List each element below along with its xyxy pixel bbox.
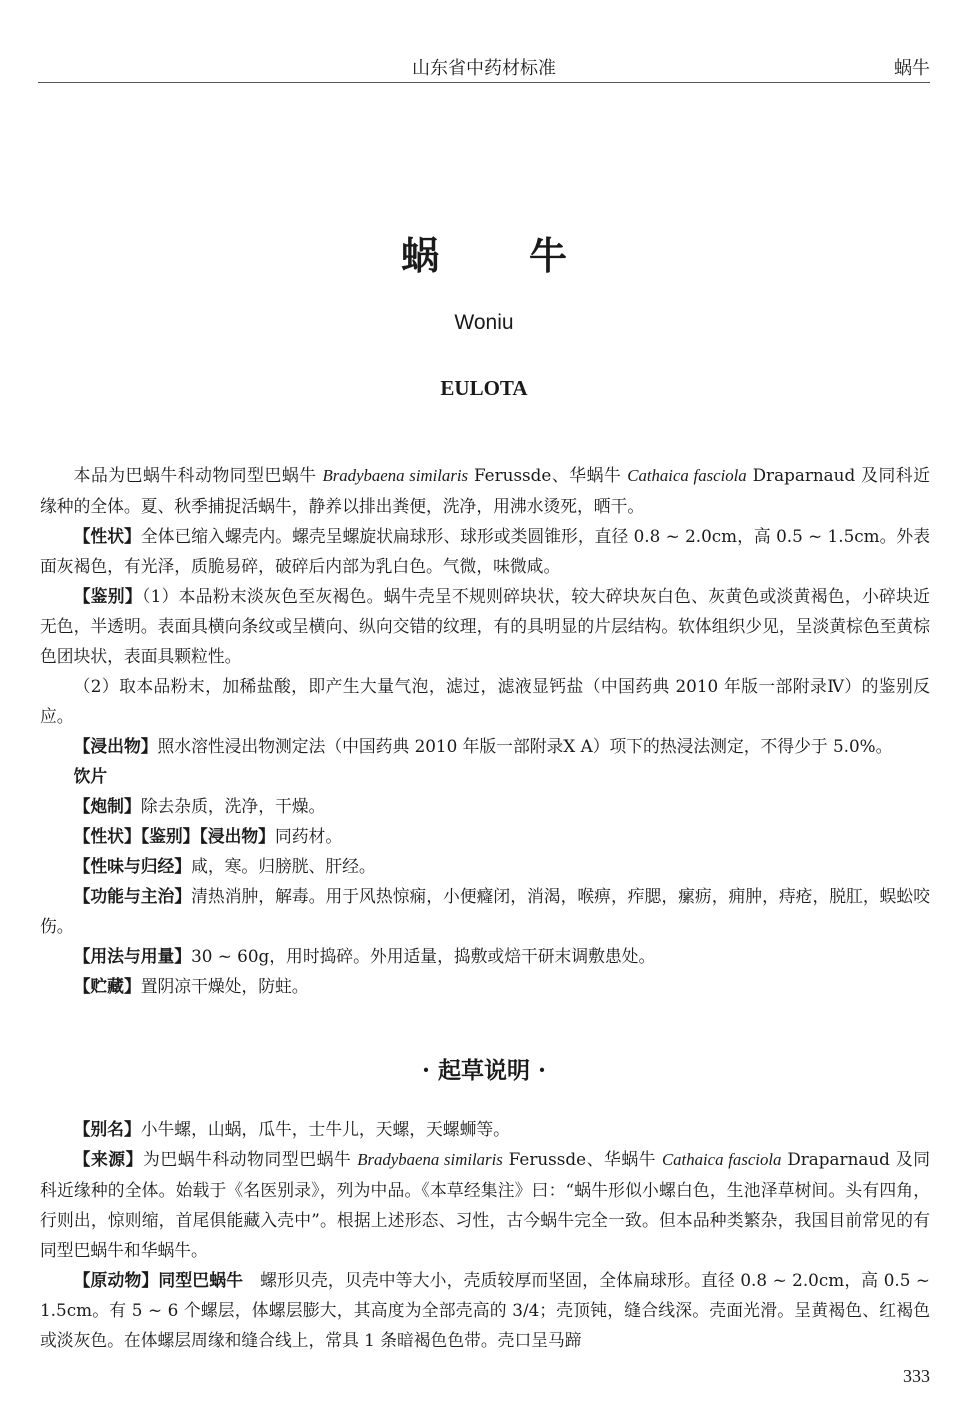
page-number: 333 [903, 1366, 930, 1386]
section-heading: 【性味与归经】 [73, 856, 192, 876]
entry-title: 蜗牛 [400, 233, 657, 278]
section-gongneng [40, 881, 930, 941]
section-yongfa [40, 941, 930, 971]
drafting-notes-body [40, 1114, 930, 1355]
section-text: 除去杂质，洗净，干燥。 [140, 796, 326, 816]
laiyuan-text-3: Draparnaud 及同科近缘种的全体。始载于《名医别录》，列为中品。《本草经集注》曰：“蜗牛形似小螺白色，生池泽草树间。头有四角，行则出，惊则缩，首尾俱能藏入壳中”。根据上述形态、习性，古今蜗牛完全一致。但本品种类繁杂，我国目前常见的有同型巴蜗牛和华蜗牛。 [40, 1149, 930, 1260]
section-heading: 【性状】【鉴别】【浸出物】 [73, 826, 275, 846]
laiyuan-text-1: 为巴蜗牛科动物同型巴蜗牛 [143, 1149, 358, 1169]
section-text: 同药材。 [274, 826, 343, 846]
section-heading: 【浸出物】 [73, 736, 158, 756]
intro-text-1: 本品为巴蜗牛科动物同型巴蜗牛 [73, 465, 323, 485]
monograph-body [40, 460, 930, 1001]
species-name-1: Bradybaena similaris [357, 1150, 503, 1169]
section-paozhi [40, 791, 930, 821]
section-heading: 【性状】 [73, 526, 141, 546]
section-heading: 【贮藏】 [73, 976, 141, 996]
entry-pinyin: Woniu [454, 311, 514, 334]
section-heading: 【鉴别】 [73, 586, 142, 606]
section-heading: 【炮制】 [73, 796, 141, 816]
entry-latin-name: EULOTA [440, 376, 528, 400]
intro-text-2: Ferussde、华蜗牛 [468, 465, 628, 485]
header-book-title: 山东省中药材标准 [412, 58, 556, 79]
section-text: 30 ~ 60g，用时捣碎。外用适量，捣敷或焙干研末调敷患处。 [191, 946, 656, 966]
subheading-yinpian: 饮片 [73, 766, 108, 786]
section-xingwei [40, 851, 930, 881]
drafting-notes-title: · 起草说明 · [421, 1057, 547, 1084]
section-yuandongwu [40, 1265, 930, 1355]
section-heading: 【来源】 [73, 1149, 144, 1169]
section-text: 置阴凉干燥处，防蛀。 [140, 976, 309, 996]
section-heading: 【功能与主治】 [73, 886, 192, 906]
section-tongyaocai [40, 821, 930, 851]
section-heading: 【原动物】同型巴蜗牛 [73, 1270, 244, 1290]
section-heading: 【用法与用量】 [73, 946, 192, 966]
species-name-2: Cathaica fasciola [627, 466, 747, 485]
section-text: 清热消肿，解毒。用于风热惊痫，小便癃闭，消渴，喉痹，痄腮，瘰疬，痈肿，痔疮，脱肛，蜈蚣咬伤。 [40, 886, 930, 936]
section-text: 螺形贝壳，贝壳中等大小，壳质较厚而坚固，全体扁球形。直径 0.8 ~ 2.0cm，高 0.5 ~ 1.5cm。有 5 ~ 6 个螺层，体螺层膨大，其高度为全部壳高的 3/4；壳顶钝，缝合线深。壳面光滑。呈黄褐色、红褐色或淡灰色。在体螺层周缘和缝合线上，常具 1 条暗褐色色带。壳口呈马蹄 [40, 1270, 930, 1350]
section-heading: 【别名】 [73, 1119, 141, 1139]
header-entry-name: 蜗牛 [894, 58, 930, 79]
species-name-2: Cathaica fasciola [661, 1150, 782, 1169]
section-jianbie-2: （2）取本品粉末，加稀盐酸，即产生大量气泡，滤过，滤液显钙盐（中国药典 2010 年版一部附录Ⅳ）的鉴别反应。 [40, 676, 930, 726]
section-text: （1）本品粉末淡灰色至灰褐色。蜗牛壳呈不规则碎块状，较大碎块灰白色、灰黄色或淡黄褐色，小碎块近无色，半透明。表面具横向条纹或呈横向、纵向交错的纹理，有的具明显的片层结构。软体组织少见，呈淡黄棕色至黄棕色团块状，表面具颗粒性。 [40, 586, 930, 666]
section-text: 全体已缩入螺壳内。螺壳呈螺旋状扁球形、球形或类圆锥形，直径 0.8 ~ 2.0cm，高 0.5 ~ 1.5cm。外表面灰褐色，有光泽，质脆易碎，破碎后内部为乳白色。气微，味微咸。 [40, 526, 930, 576]
section-jianbie [40, 581, 930, 671]
section-xingzhuang [40, 521, 930, 581]
section-text: 咸，寒。归膀胱、肝经。 [191, 856, 376, 876]
species-name-1: Bradybaena similaris [322, 466, 469, 485]
laiyuan-text-2: Ferussde、华蜗牛 [502, 1149, 662, 1169]
section-bieming [40, 1114, 930, 1144]
section-laiyuan [40, 1144, 930, 1265]
section-zhucang [40, 971, 930, 1001]
intro-text-3: Draparnaud 及同科近缘种的全体。夏、秋季捕捉活蜗牛，静养以排出粪便，洗净，用沸水烫死，晒干。 [40, 465, 930, 516]
section-jinchuwu [40, 731, 930, 761]
section-text: 小牛螺，山蜗，瓜牛，士牛儿，天螺，天螺蛳等。 [140, 1119, 510, 1139]
running-header [38, 52, 930, 83]
section-text: 照水溶性浸出物测定法（中国药典 2010 年版一部附录Ⅹ A）项下的热浸法测定，不得少于 5.0%。 [157, 736, 893, 756]
intro-paragraph [40, 460, 930, 521]
